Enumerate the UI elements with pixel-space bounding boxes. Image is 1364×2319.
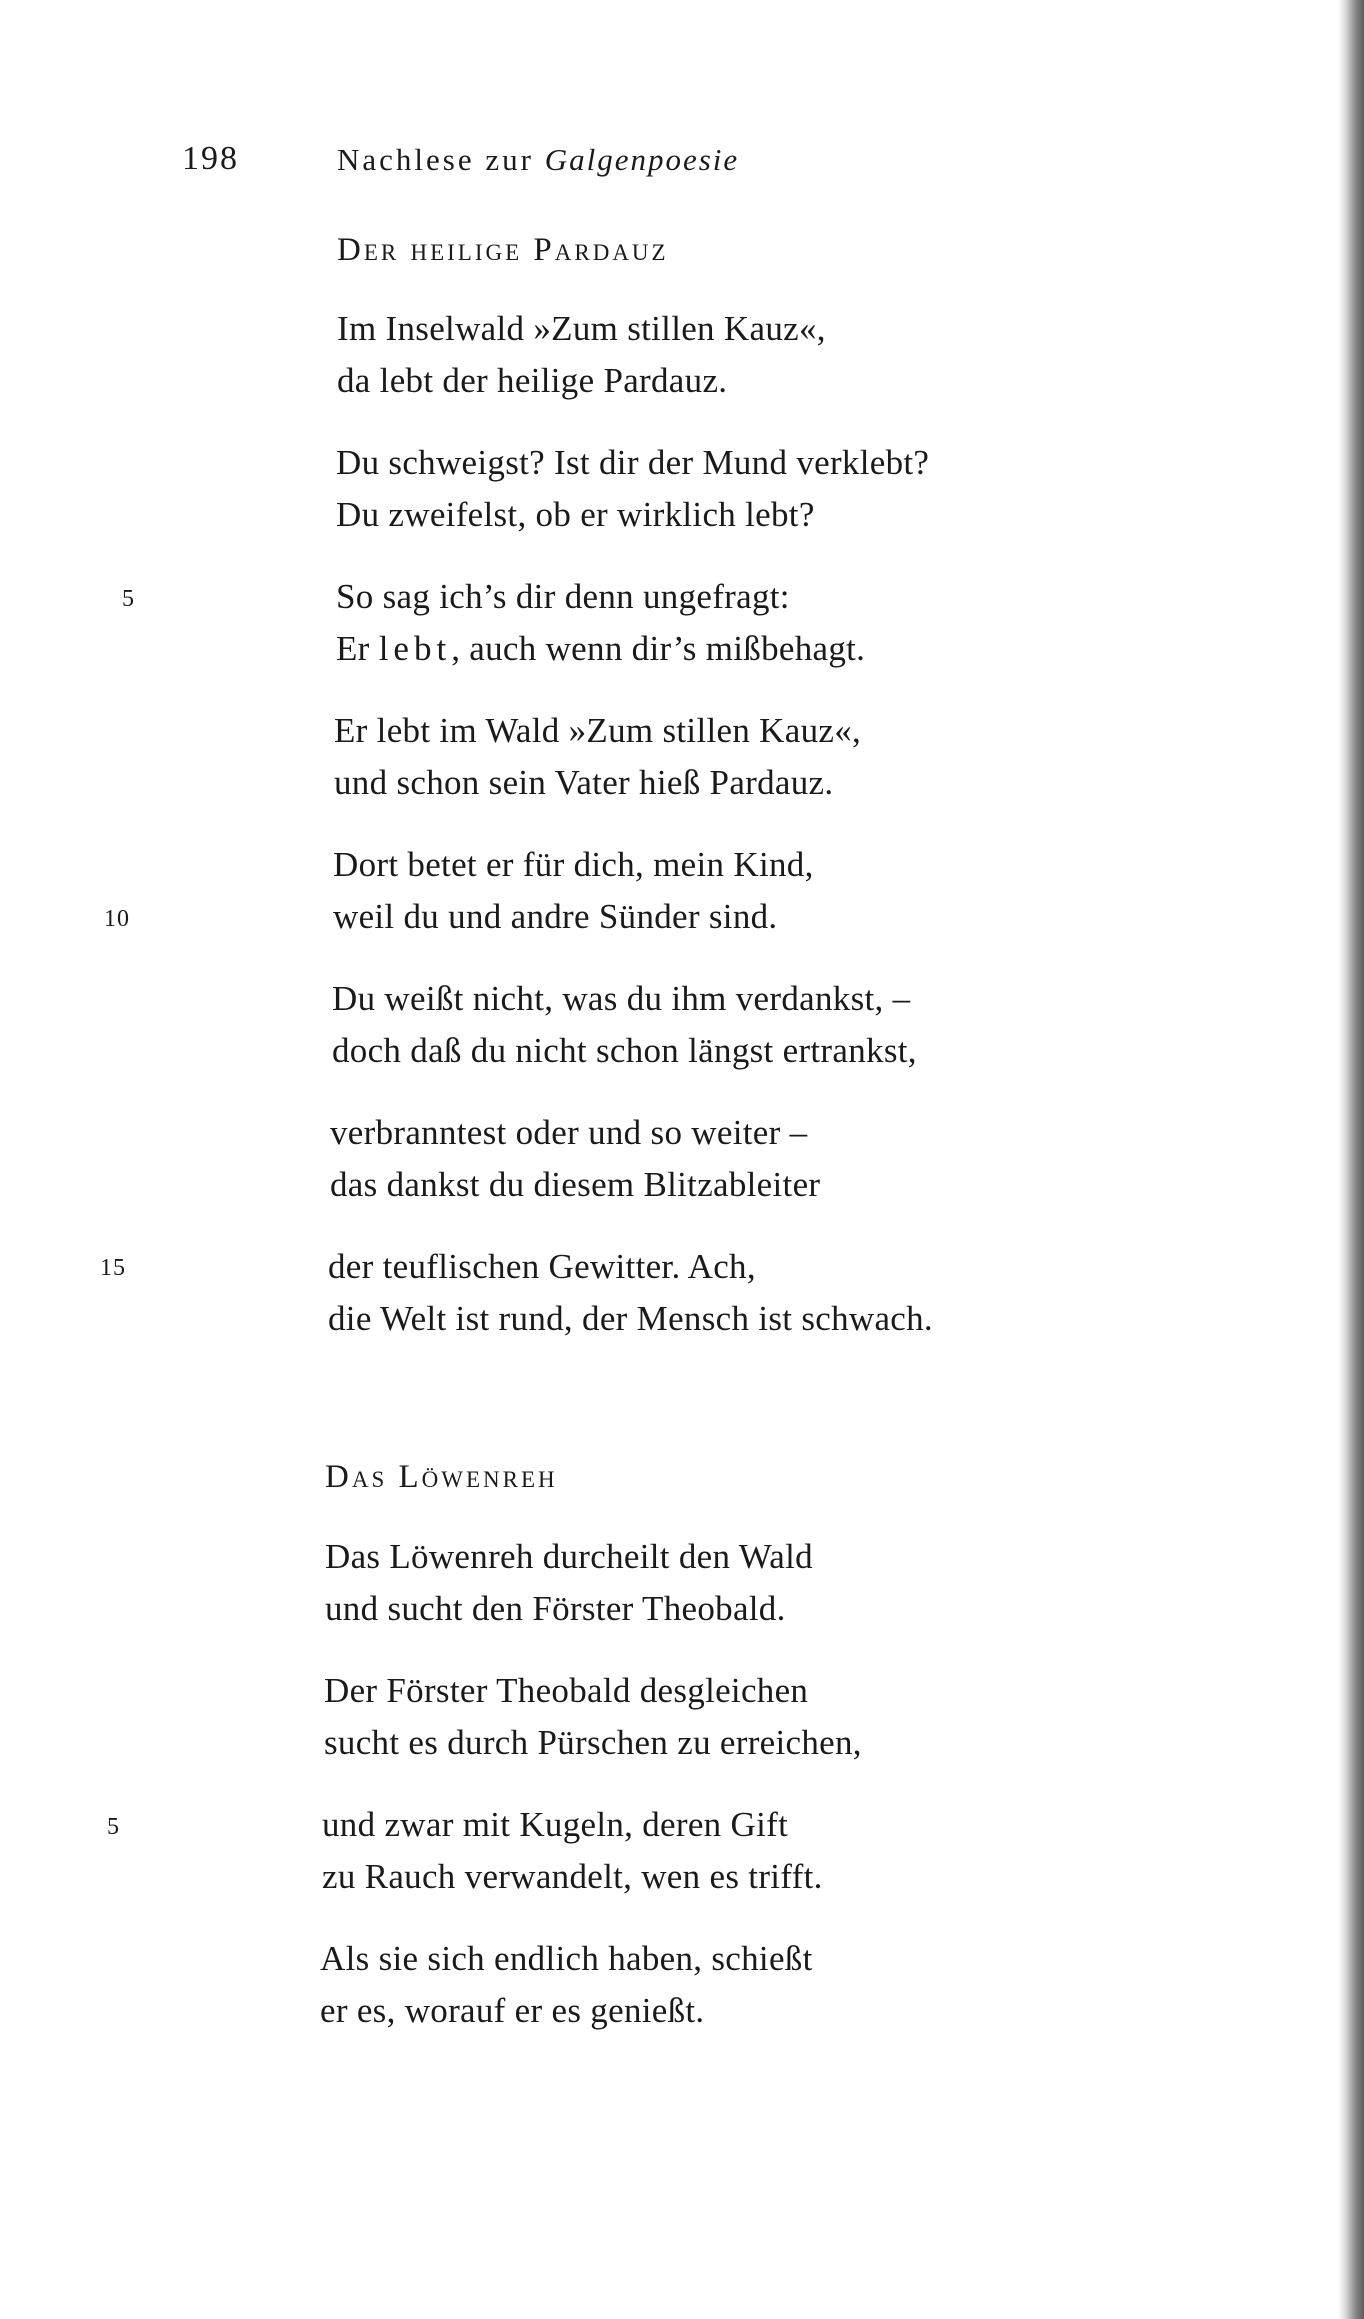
verse-line: die Welt ist rund, der Mensch ist schwach. (328, 1299, 933, 1338)
verse-line: Er lebt im Wald »Zum stillen Kauz«, (334, 711, 862, 750)
verse-line: das dankst du diesem Blitzableiter (330, 1165, 821, 1204)
verse-line: sucht es durch Pürschen zu erreichen, (324, 1723, 862, 1762)
verse-line: und sucht den Förster Theobald. (325, 1589, 786, 1628)
line-number: 10 (104, 906, 130, 932)
running-head-prefix: Nachlese zur (337, 142, 534, 177)
verse-line: und zwar mit Kugeln, deren Gift (322, 1805, 789, 1844)
running-head (337, 142, 739, 178)
page-header (0, 140, 1300, 190)
verse-line: Als sie sich endlich haben, schießt (320, 1939, 813, 1978)
line-number: 15 (100, 1255, 126, 1281)
verse-line: doch daß du nicht schon längst ertrankst, (332, 1031, 917, 1070)
verse-line: Du schweigst? Ist dir der Mund verklebt? (336, 443, 930, 482)
verse-line: Du zweifelst, ob er wirklich lebt? (336, 495, 815, 534)
verse-line: Der Förster Theobald desgleichen (324, 1671, 809, 1710)
verse-line: Du weißt nicht, was du ihm verdankst, – (332, 979, 911, 1018)
verse-line: er es, worauf er es genießt. (320, 1991, 705, 2030)
poem-title: Der heilige Pardauz (337, 232, 669, 268)
running-head-italic: Galgenpoesie (544, 142, 740, 177)
verse-emphasis: lebt (378, 629, 452, 668)
verse-line: und schon sein Vater hieß Pardauz. (334, 763, 834, 802)
page-number: 198 (182, 140, 239, 177)
line-number: 5 (107, 1814, 120, 1840)
verse-line: weil du und andre Sünder sind. (333, 897, 778, 936)
verse-line (336, 629, 865, 669)
verse-line: der teuflischen Gewitter. Ach, (328, 1247, 756, 1286)
verse-line: da lebt der heilige Pardauz. (337, 361, 728, 400)
verse-fragment: , auch wenn dir’s mißbehagt. (451, 629, 866, 668)
verse-line: So sag ich’s dir denn ungefragt: (336, 577, 790, 616)
verse-fragment: Er (336, 629, 370, 668)
verse-line: zu Rauch verwandelt, wen es trifft. (322, 1857, 823, 1896)
line-number: 5 (122, 586, 135, 612)
poem-title: Das Löwenreh (325, 1459, 558, 1495)
verse-line: Im Inselwald »Zum stillen Kauz«, (337, 309, 826, 348)
book-binding-shadow (1338, 0, 1364, 2319)
verse-line: verbranntest oder und so weiter – (330, 1113, 808, 1152)
verse-line: Das Löwenreh durcheilt den Wald (325, 1537, 813, 1576)
verse-line: Dort betet er für dich, mein Kind, (333, 845, 814, 884)
